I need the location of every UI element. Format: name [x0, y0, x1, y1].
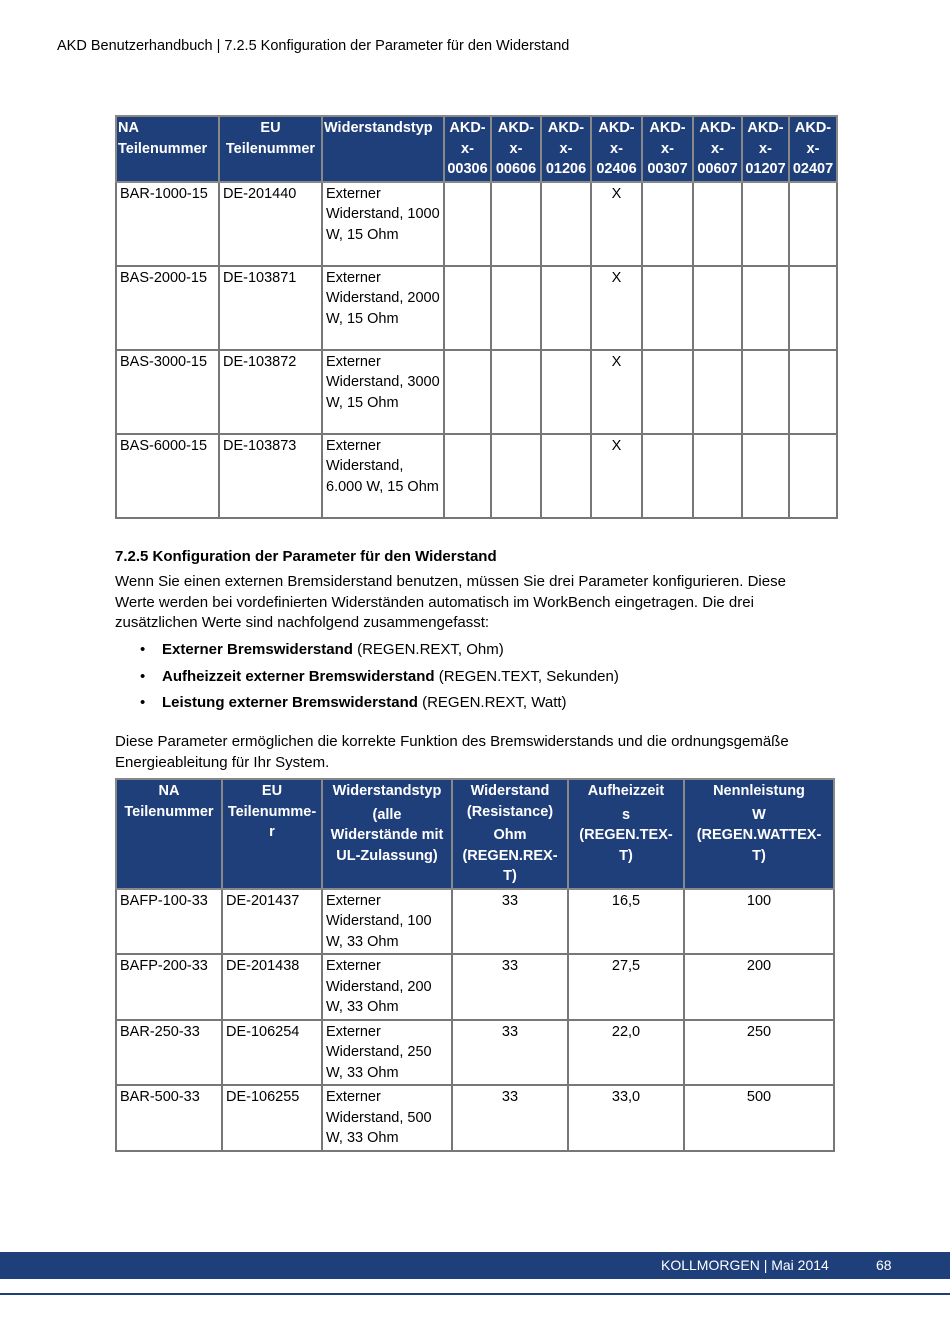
cell-na: BAFP-200-33 — [116, 954, 222, 1020]
list-item — [140, 641, 619, 668]
cell-type: Externer Widerstand, 250 W, 33 Ohm — [322, 1020, 452, 1086]
column-header-line: AKD- — [497, 120, 535, 136]
column-header — [444, 116, 491, 182]
column-header-line: x- — [759, 140, 772, 157]
cell-w: 200 — [684, 954, 834, 1020]
cell-na: BAR-250-33 — [116, 1020, 222, 1086]
column-header-line: 00606 — [495, 161, 537, 177]
column-header — [789, 116, 837, 182]
cell-compat-mark — [444, 434, 491, 518]
cell-compat-mark — [642, 182, 693, 266]
cell-eu: DE-201440 — [219, 182, 322, 266]
table-row — [116, 1020, 834, 1086]
bullet-icon: • — [140, 641, 146, 658]
cell-w: 250 — [684, 1020, 834, 1086]
cell-compat-mark — [541, 266, 591, 350]
cell-compat-mark — [789, 350, 837, 434]
column-header-line: x- — [509, 140, 523, 157]
bullet-icon: • — [140, 667, 146, 685]
column-header-title: Widerstandstyp — [332, 783, 442, 799]
table-row — [116, 1085, 834, 1151]
column-header-line: x- — [610, 140, 623, 157]
column-header-line: 01206 — [545, 161, 587, 177]
cell-ohm: 33 — [452, 1085, 568, 1151]
cell-ohm: 33 — [452, 889, 568, 955]
cell-compat-mark — [491, 350, 541, 434]
parameter-detail: (REGEN.TEXT, Sekunden) — [434, 667, 619, 685]
cell-s: 27,5 — [568, 954, 684, 1020]
cell-na: BAS-6000-15 — [116, 434, 219, 518]
cell-compat-mark: X — [591, 350, 642, 434]
column-header — [742, 116, 789, 182]
cell-compat-mark — [491, 266, 541, 350]
cell-na: BAR-500-33 — [116, 1085, 222, 1151]
cell-compat-mark — [642, 266, 693, 350]
column-header — [452, 779, 568, 889]
column-header-line: AKD- — [699, 120, 736, 136]
cell-compat-mark — [444, 182, 491, 266]
cell-eu: DE-103873 — [219, 434, 322, 518]
cell-compat-mark — [693, 434, 742, 518]
column-header — [693, 116, 742, 182]
column-header-line: 00307 — [647, 161, 688, 177]
column-header-title: NA Teilenummer — [124, 783, 214, 820]
table-row — [116, 954, 834, 1020]
column-header-line: NA — [118, 120, 139, 136]
table-header-row — [116, 779, 834, 889]
parameter-name: Externer Bremswiderstand — [162, 641, 353, 658]
column-header — [684, 779, 834, 889]
resistor-parameter-table — [115, 778, 835, 1152]
column-header — [591, 116, 642, 182]
cell-eu: DE-106255 — [222, 1085, 322, 1151]
parameter-name: Aufheizzeit externer Bremswiderstand — [162, 667, 435, 685]
cell-eu: DE-201437 — [222, 889, 322, 955]
column-header — [116, 779, 222, 889]
column-header-line: 02407 — [792, 161, 834, 177]
cell-compat-mark — [491, 434, 541, 518]
column-header-line: 01207 — [745, 161, 786, 177]
table-row — [116, 434, 837, 518]
footer-divider — [0, 1293, 950, 1295]
cell-eu: DE-103871 — [219, 266, 322, 350]
column-header — [568, 779, 684, 889]
cell-compat-mark: X — [591, 182, 642, 266]
cell-compat-mark — [541, 182, 591, 266]
column-header-unit: (alle Widerstände mit UL-Zulassung) — [330, 806, 444, 864]
cell-compat-mark — [742, 434, 789, 518]
cell-type: Externer Widerstand, 200 W, 33 Ohm — [322, 954, 452, 1020]
column-header-line: x- — [661, 140, 674, 157]
column-header-title: Nennleistung — [713, 783, 805, 799]
column-header-line: AKD- — [449, 120, 486, 136]
section-title: 7.2.5 Konfiguration der Parameter für den Widerstand — [115, 548, 497, 565]
column-header-unit: W (REGEN.WATTEX- T) — [696, 806, 822, 864]
cell-eu: DE-106254 — [222, 1020, 322, 1086]
parameter-list — [140, 641, 619, 721]
cell-compat-mark — [642, 350, 693, 434]
cell-compat-mark — [693, 350, 742, 434]
cell-compat-mark — [789, 434, 837, 518]
column-header-unit: Ohm (REGEN.REX- T) — [462, 827, 558, 884]
cell-compat-mark — [789, 182, 837, 266]
table-row — [116, 182, 837, 266]
column-header-title: Aufheizzeit — [587, 783, 665, 799]
column-header-line: x- — [461, 140, 474, 157]
column-header-line: EU — [260, 120, 281, 136]
cell-na: BAS-3000-15 — [116, 350, 219, 434]
column-header — [322, 779, 452, 889]
column-header-unit: s (REGEN.TEX- T) — [579, 806, 673, 864]
cell-eu: DE-103872 — [219, 350, 322, 434]
cell-compat-mark — [491, 182, 541, 266]
column-header-line: 00306 — [447, 161, 488, 177]
cell-compat-mark — [541, 350, 591, 434]
list-item — [140, 694, 619, 721]
column-header — [322, 116, 444, 182]
table-row — [116, 266, 837, 350]
cell-compat-mark — [789, 266, 837, 350]
parameter-detail: (REGEN.REXT, Ohm) — [352, 641, 504, 658]
column-header — [116, 116, 219, 182]
cell-type: Externer Widerstand, 100 W, 33 Ohm — [322, 889, 452, 955]
column-header-line: AKD- — [547, 120, 585, 136]
column-header-line: x- — [711, 140, 724, 157]
page-number: 68 — [876, 1257, 892, 1273]
table-header-row — [116, 116, 837, 182]
cell-compat-mark — [444, 350, 491, 434]
column-header-line: AKD- — [794, 120, 832, 136]
column-header — [491, 116, 541, 182]
cell-type: Externer Widerstand, 6.000 W, 15 Ohm — [322, 434, 444, 518]
cell-na: BAS-2000-15 — [116, 266, 219, 350]
cell-ohm: 33 — [452, 954, 568, 1020]
column-header-line: AKD- — [598, 120, 635, 136]
cell-compat-mark — [444, 266, 491, 350]
column-header-line: x- — [806, 140, 820, 157]
cell-type: Externer Widerstand, 1000 W, 15 Ohm — [322, 182, 444, 266]
cell-ohm: 33 — [452, 1020, 568, 1086]
cell-compat-mark — [693, 182, 742, 266]
cell-compat-mark — [742, 266, 789, 350]
intro-paragraph: Wenn Sie einen externen Bremsiderstand benutzen, müssen Sie drei Parameter konfigurieren. Diese Werte werden bei vordefinierten Widerständen automatisch im WorkBench eingetragen. Die drei zusätzlichen Werte sind nachfolgend zusammengefasst: — [115, 573, 786, 631]
column-header-line: 02406 — [596, 161, 637, 177]
column-header-line: Teilenummer — [118, 140, 208, 157]
cell-compat-mark — [693, 266, 742, 350]
cell-w: 100 — [684, 889, 834, 955]
list-item — [140, 668, 619, 695]
cell-s: 16,5 — [568, 889, 684, 955]
cell-compat-mark: X — [591, 434, 642, 518]
resistor-compatibility-table — [115, 115, 838, 519]
bullet-icon: • — [140, 694, 146, 711]
footer-brand: KOLLMORGEN | Mai 2014 — [661, 1257, 829, 1273]
cell-na: BAFP-100-33 — [116, 889, 222, 955]
cell-eu: DE-201438 — [222, 954, 322, 1020]
column-header-line: Widerstandstyp — [324, 120, 433, 136]
parameter-name: Leistung externer Bremswiderstand — [162, 694, 418, 711]
table-row — [116, 889, 834, 955]
cell-type: Externer Widerstand, 500 W, 33 Ohm — [322, 1085, 452, 1151]
column-header-title: EU Teilenumme- r — [227, 783, 317, 840]
cell-compat-mark — [642, 434, 693, 518]
cell-type: Externer Widerstand, 2000 W, 15 Ohm — [322, 266, 444, 350]
footer-bar — [0, 1252, 950, 1279]
column-header — [541, 116, 591, 182]
cell-compat-mark — [742, 350, 789, 434]
cell-type: Externer Widerstand, 3000 W, 15 Ohm — [322, 350, 444, 434]
outro-paragraph: Diese Parameter ermöglichen die korrekte Funktion des Bremswiderstands und die ordnungsgemäße Energieableitung für Ihr System. — [115, 733, 789, 771]
cell-compat-mark: X — [591, 266, 642, 350]
column-header-line: 00607 — [697, 161, 738, 177]
cell-s: 33,0 — [568, 1085, 684, 1151]
cell-s: 22,0 — [568, 1020, 684, 1086]
column-header-line: x- — [559, 140, 573, 157]
cell-compat-mark — [742, 182, 789, 266]
column-header — [219, 116, 322, 182]
cell-w: 500 — [684, 1085, 834, 1151]
parameter-detail: (REGEN.REXT, Watt) — [417, 694, 567, 711]
column-header-title: Widerstand (Resistance) — [466, 783, 554, 820]
column-header-line: Teilenummer — [225, 140, 316, 157]
column-header — [642, 116, 693, 182]
cell-compat-mark — [541, 434, 591, 518]
column-header-line: AKD- — [649, 120, 686, 136]
page-header: AKD Benutzerhandbuch | 7.2.5 Konfiguration der Parameter für den Widerstand — [57, 38, 570, 54]
cell-na: BAR-1000-15 — [116, 182, 219, 266]
column-header — [222, 779, 322, 889]
column-header-line: AKD- — [747, 120, 784, 136]
table-row — [116, 350, 837, 434]
